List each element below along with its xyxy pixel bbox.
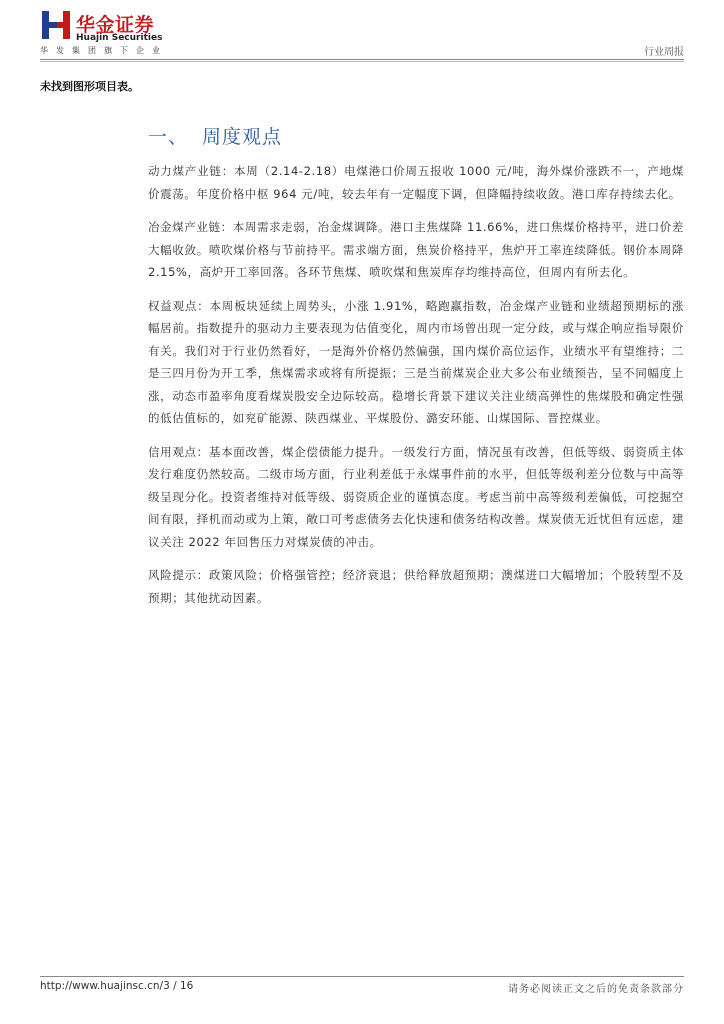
toc-notice: 未找到图形项目表。 bbox=[40, 80, 139, 93]
paragraph-thermal-coal: 动力煤产业链：本周（2.14-2.18）电煤港口价周五报收 1000 元/吨，海外煤价涨跌不一，产地煤价震荡。年度价格中枢 964 元/吨，较去年有一定幅度下调，但降幅持续收敛。港口库存持续去化。 bbox=[148, 164, 684, 201]
report-type-label: 行业周报 bbox=[644, 47, 684, 58]
section-title-text: 周度观点 bbox=[202, 126, 283, 148]
footer-disclaimer: 请务必阅读正文之后的免责条款部分 bbox=[508, 984, 684, 995]
footer-divider bbox=[40, 976, 684, 977]
logo-chinese-name: 华金证券 bbox=[76, 14, 155, 36]
body-content bbox=[148, 160, 684, 620]
logo-subtitle: 华发集团旗下企业 bbox=[40, 46, 168, 55]
section-number: 一、 bbox=[148, 126, 189, 148]
footer-url-page[interactable]: http://www.huajinsc.cn/3 / 16 bbox=[40, 980, 194, 992]
header-divider-secondary bbox=[40, 61, 684, 62]
section-heading bbox=[148, 122, 282, 149]
paragraph-metallurgical-coal: 冶金煤产业链：本周需求走弱，冶金煤调降。港口主焦煤降 11.66%，进口焦煤价格持平，进口价差大幅收敛。喷吹煤价格与节前持平。需求端方面，焦炭价格持平，焦炉开工率连续降低。钢价本周降 2.15%，高炉开工率回落。各环节焦煤、喷吹煤和焦炭库存均维持高位，但周内有所去化。 bbox=[148, 220, 684, 279]
paragraph-equity-view: 权益观点：本周板块延续上周势头，小涨 1.91%，略跑赢指数，冶金煤产业链和业绩超预期标的涨幅居前。指数提升的驱动力主要表现为估值变化，周内市场曾出现一定分歧，或与煤企响应指导限价有关。我们对于行业仍然看好，一是海外价格仍然偏强，国内煤价高位运作，业绩水平有望维持；二是三四月份为开工季，焦煤需求或将有所提振；三是当前煤炭企业大多公布业绩预告，呈不同幅度上涨，动态市盈率角度看煤炭股安全边际较高。稳增长背景下建议关注业绩高弹性的焦煤股和确定性强的低估值标的，如兖矿能源、陕西煤业、平煤股份、潞安环能、山煤国际、晋控煤业。 bbox=[148, 298, 684, 425]
header-divider bbox=[40, 59, 684, 60]
huajin-logo-mark-icon bbox=[40, 9, 72, 41]
paragraph-risk-warning: 风险提示：政策风险；价格强管控；经济衰退；供给释放超预期；澳煤进口大幅增加；个股转型不及预期；其他扰动因素。 bbox=[148, 568, 684, 605]
logo-english-name: Huajin Securities bbox=[76, 33, 163, 43]
paragraph-credit-view: 信用观点：基本面改善，煤企偿债能力提升。一级发行方面，情况虽有改善，但低等级、弱资质主体发行难度仍然较高。二级市场方面，行业利差低于永煤事件前的水平，但低等级利差分位数与中高等级呈现分化。投资者维持对低等级、弱资质企业的谨慎态度。考虑当前中高等级利差偏低，可挖掘空间有限，择机而动或为上策，敞口可考虑债务去化快速和债务结构改善。煤炭债无近忧但有远虑，建议关注 2022 年回售压力对煤炭债的冲击。 bbox=[148, 444, 684, 549]
company-logo bbox=[40, 9, 170, 43]
